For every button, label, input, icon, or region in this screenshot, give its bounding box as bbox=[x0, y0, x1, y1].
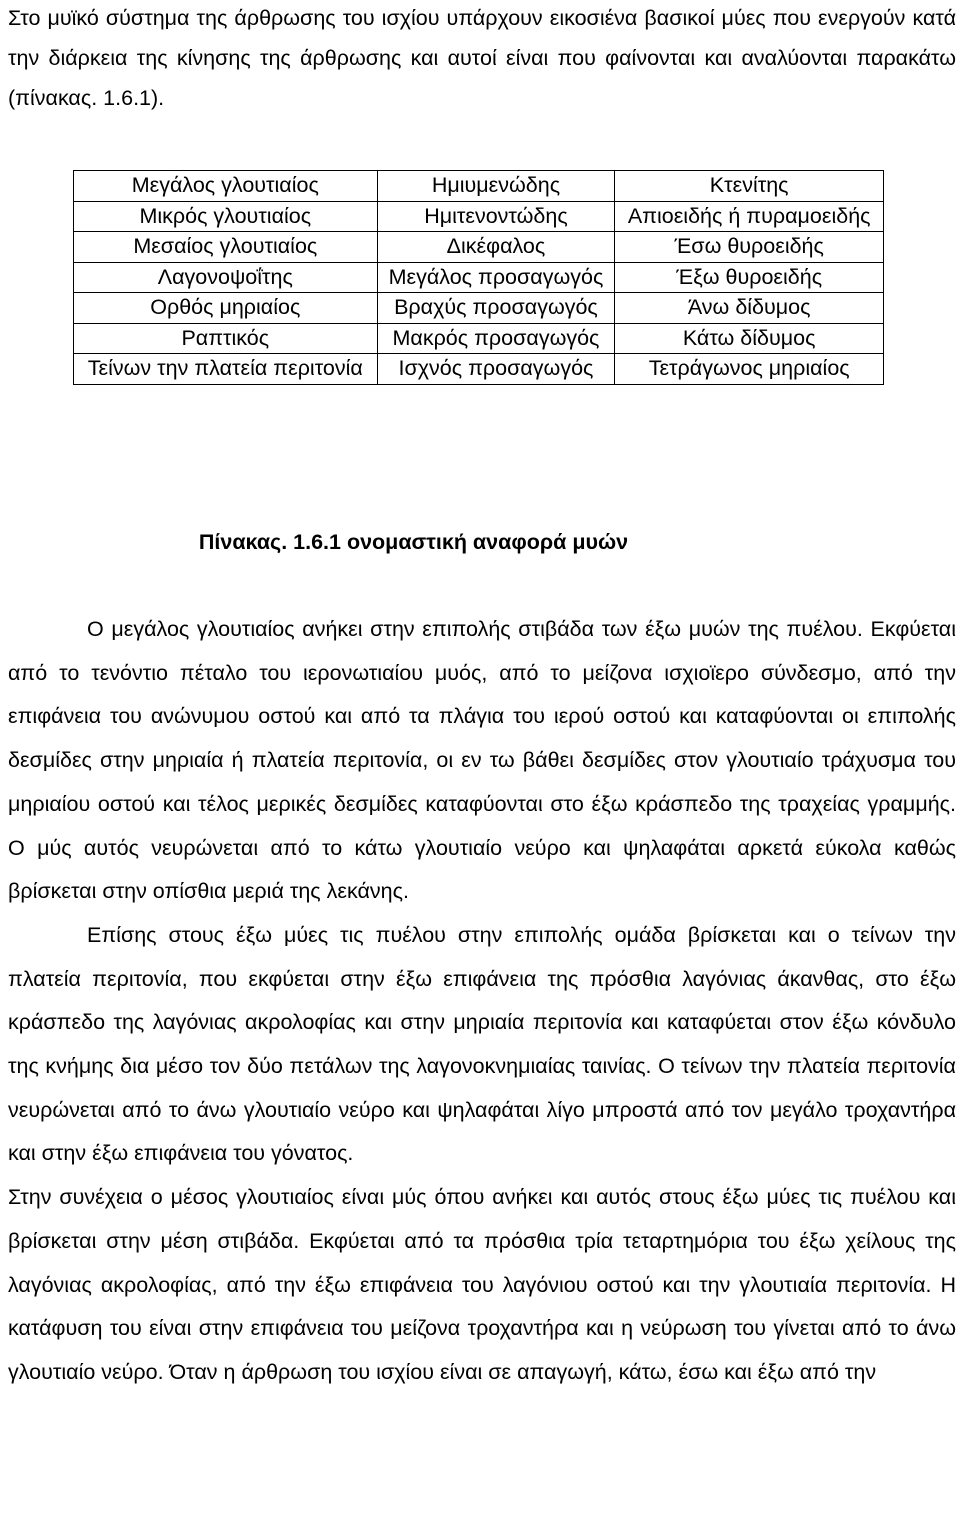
table-row bbox=[74, 323, 884, 354]
table-cell: Μεγάλος προσαγωγός bbox=[377, 262, 615, 293]
table-row bbox=[74, 201, 884, 232]
paragraph-tensor-fasciae-latae: Επίσης στους έξω μύες τις πυέλου στην επιπολής ομάδα βρίσκεται και ο τείνων την πλατεία περιτονία, που εκφύεται στην έξω επιφάνεια της πρόσθια λαγόνιας άκανθας, στο έξω κράσπεδο της λαγόνιας ακρολοφίας και στην μηριαία περιτονία και καταφύεται στον έξω κόνδυλο της κνήμης δια μέσο τον δύο πετάλων της λαγονοκνημιαίας ταινίας. Ο τείνων την πλατεία περιτονία νευρώνεται από το άνω γλουτιαίο νεύρο και ψηλαφάται λίγο μπροστά από τον μεγάλο τροχαντήρα και στην έξω επιφάνεια του γόνατος. bbox=[8, 922, 956, 1166]
table-row bbox=[74, 232, 884, 263]
muscle-table bbox=[73, 170, 884, 385]
table-cell: Ραπτικός bbox=[74, 323, 378, 354]
table-cell: Άνω δίδυμος bbox=[615, 293, 884, 324]
table-cell: Κάτω δίδυμος bbox=[615, 323, 884, 354]
table-cell: Ορθός μηριαίος bbox=[74, 293, 378, 324]
table-row bbox=[74, 262, 884, 293]
table-cell: Ισχνός προσαγωγός bbox=[377, 354, 615, 385]
table-cell: Δικέφαλος bbox=[377, 232, 615, 263]
table-cell: Λαγονοψοΐτης bbox=[74, 262, 378, 293]
table-cell: Έσω θυροειδής bbox=[615, 232, 884, 263]
table-row bbox=[74, 354, 884, 385]
table-cell: Μακρός προσαγωγός bbox=[377, 323, 615, 354]
paragraph-gluteus-medius: Στην συνέχεια ο μέσος γλουτιαίος είναι μύς όπου ανήκει και αυτός στους έξω μύες τις πυέλου και βρίσκεται στην μέση στιβάδα. Εκφύεται από τα πρόσθια τρία τεταρτημόρια του έξω χείλους της λαγόνιας ακρολοφίας, από την έξω επιφάνεια του λαγόνιου οστού και την γλουτιαία περιτονία. Η κατάφυση του είναι στην επιφάνεια του μείζονα τροχαντήρα και η νεύρωση του γίνεται από το άνω γλουτιαίο νεύρο. Όταν η άρθρωση του ισχίου είναι σε απαγωγή, κάτω, έσω και έξω από την bbox=[8, 1185, 956, 1384]
table-row bbox=[74, 171, 884, 202]
body-text bbox=[8, 608, 956, 1395]
table-caption: Πίνακας. 1.6.1 ονομαστική αναφορά μυών bbox=[198, 530, 629, 554]
table-cell: Κτενίτης bbox=[615, 171, 884, 202]
table-row bbox=[74, 293, 884, 324]
table-cell: Ημιυμενώδης bbox=[377, 171, 615, 202]
table-cell: Τετράγωνος μηριαίος bbox=[615, 354, 884, 385]
table-cell: Έξω θυροειδής bbox=[615, 262, 884, 293]
table-cell: Βραχύς προσαγωγός bbox=[377, 293, 615, 324]
intro-paragraph: Στο μυϊκό σύστημα της άρθρωσης του ισχίου υπάρχουν εικοσιένα βασικοί μύες που ενεργούν κατά την διάρκεια της κίνησης της άρθρωσης και αυτοί είναι που φαίνονται και αναλύονται παρακάτω (πίνακας. 1.6.1). bbox=[8, 6, 956, 110]
table-cell: Τείνων την πλατεία περιτονία bbox=[74, 354, 378, 385]
table-cell: Απιοειδής ή πυραμοειδής bbox=[615, 201, 884, 232]
table-cell: Ημιτενοντώδης bbox=[377, 201, 615, 232]
table-cell: Μεγάλος γλουτιαίος bbox=[74, 171, 378, 202]
table-cell: Μεσαίος γλουτιαίος bbox=[74, 232, 378, 263]
table-cell: Μικρός γλουτιαίος bbox=[74, 201, 378, 232]
paragraph-gluteus-maximus: Ο μεγάλος γλουτιαίος ανήκει στην επιπολής στιβάδα των έξω μυών της πυέλου. Εκφύεται από το τενόντιο πέταλο του ιερονωτιαίου μυός, από το μείζονα ισχιοϊερο σύνδεσμο, από την επιφάνεια του ανώνυμου οστού και από τα πλάγια του ιερού οστού και καταφύονται οι επιπολής δεσμίδες στην μηριαία ή πλατεία περιτονία, οι εν τω βάθει δεσμίδες στον γλουτιαίο τράχυσμα του μηριαίου οστού και τέλος μερικές δεσμίδες καταφύονται στο έξω κράσπεδο της τραχείας γραμμής. Ο μύς αυτός νευρώνεται από το κάτω γλουτιαίο νεύρο και ψηλαφάται αρκετά εύκολα καθώς βρίσκεται στην οπίσθια μεριά της λεκάνης. bbox=[8, 617, 956, 904]
